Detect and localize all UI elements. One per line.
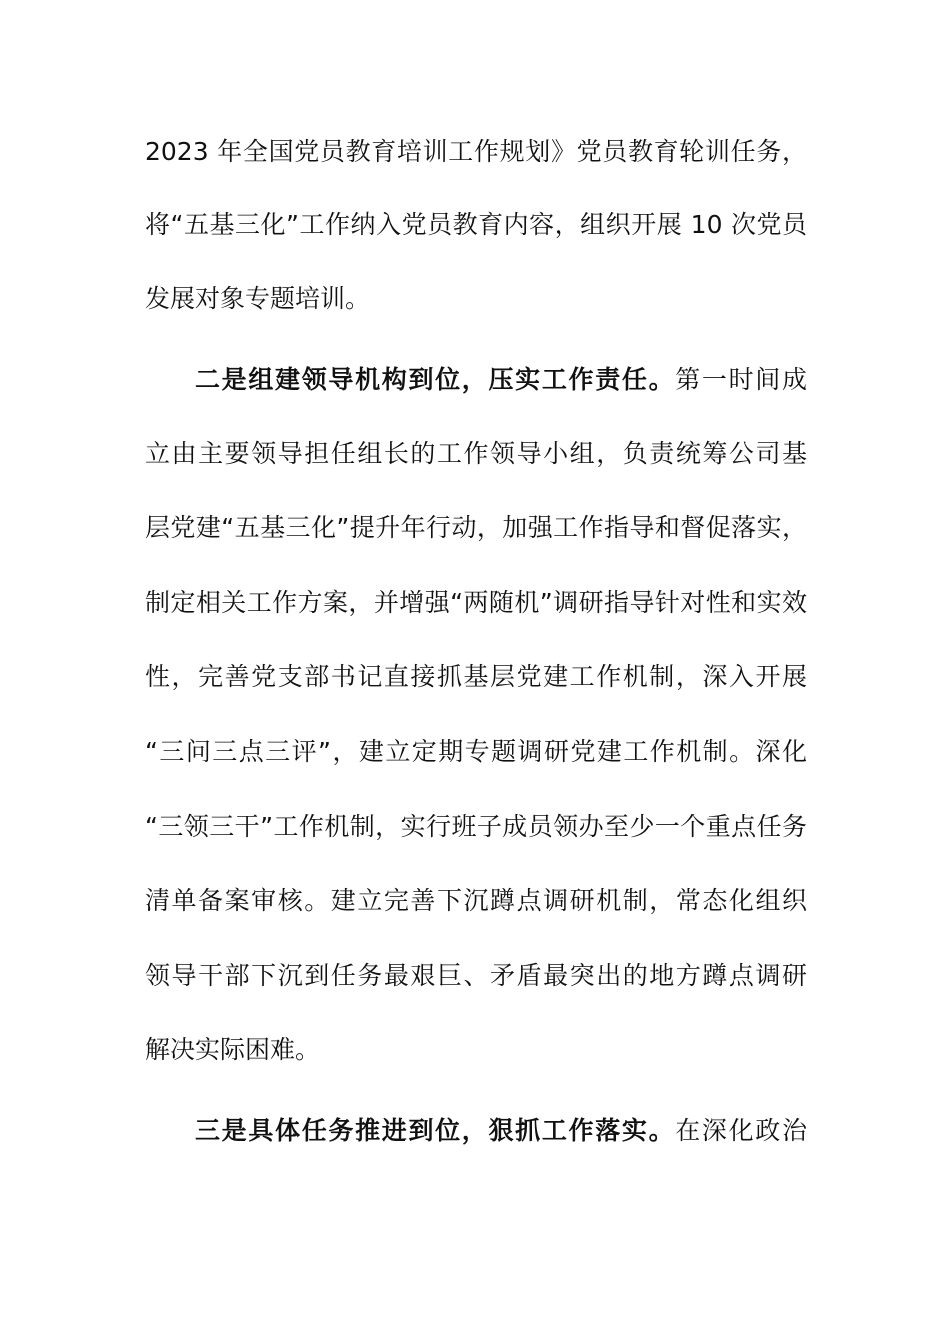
text-line: 清单备案审核。建立完善下沉蹲点调研机制，常态化组织 (145, 886, 807, 915)
paragraph-lead-heading: 三是具体任务推进到位，狠抓工作落实。 (195, 1116, 676, 1145)
text-line: 将“五基三化”工作纳入党员教育内容，组织开展 10 次党员 (145, 210, 807, 239)
text-line: 2023 年全国党员教育培训工作规划》党员教育轮训任务， (145, 137, 807, 166)
paragraph-first-line (195, 362, 807, 398)
text-line: 层党建“五基三化”提升年行动，加强工作指导和督促落实， (145, 513, 807, 542)
text-line: 制定相关工作方案，并增强“两随机”调研指导针对性和实效 (145, 588, 807, 617)
paragraph-lead-rest: 第一时间成 (675, 365, 807, 394)
text-line: 领导干部下沉到任务最艰巨、矛盾最突出的地方蹲点调研 (145, 961, 807, 990)
text-line: “三领三干”工作机制，实行班子成员领办至少一个重点任务 (145, 812, 807, 841)
paragraph-lead-rest: 在深化政治 (675, 1116, 807, 1145)
paragraph-first-line (195, 1113, 807, 1149)
text-line: 发展对象专题培训。 (145, 284, 371, 313)
text-line: 解决实际困难。 (145, 1035, 321, 1064)
paragraph-lead-heading: 二是组建领导机构到位，压实工作责任。 (195, 365, 676, 394)
text-line: “三问三点三评”，建立定期专题调研党建工作机制。深化 (145, 737, 807, 766)
text-line: 立由主要领导担任组长的工作领导小组，负责统筹公司基 (145, 439, 807, 468)
text-line: 性，完善党支部书记直接抓基层党建工作机制，深入开展 (145, 662, 807, 691)
